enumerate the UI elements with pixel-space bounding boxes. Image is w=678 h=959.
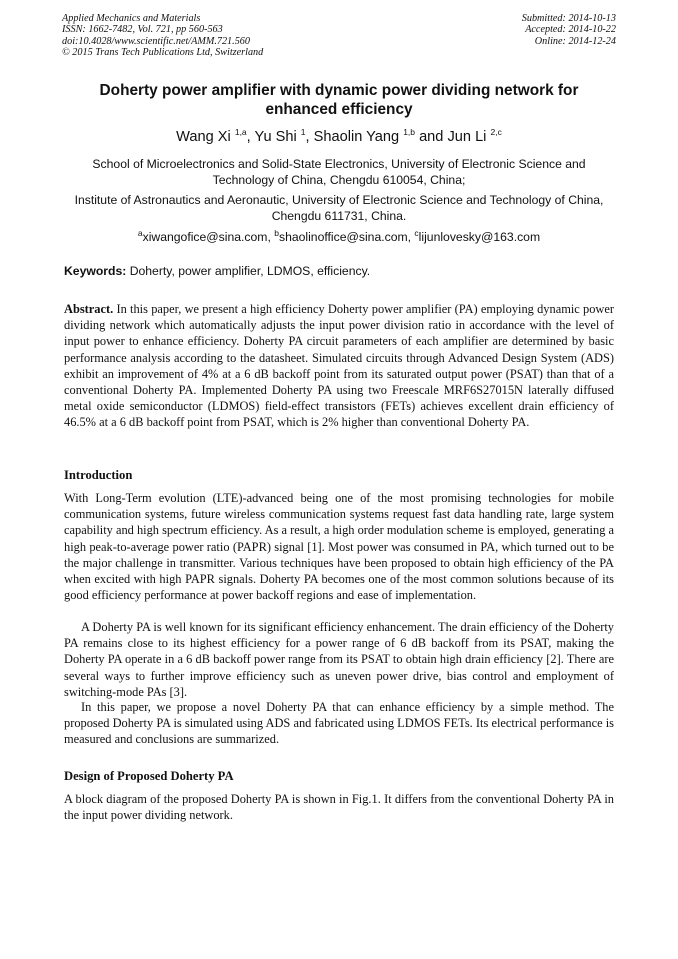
journal-name: Applied Mechanics and Materials — [62, 13, 201, 24]
affiliation-1-line-2: Technology of China, Chengdu 610054, China; — [212, 173, 466, 187]
email-address: xiwangofice@sina.com — [142, 230, 268, 244]
online-date: Online: 2014-12-24 — [534, 35, 616, 47]
submitted-date: Submitted: 2014-10-13 — [521, 13, 616, 24]
author — [447, 129, 501, 145]
introduction-heading: Introduction — [64, 468, 133, 482]
keywords-label: Keywords: — [64, 264, 127, 278]
publication-dates — [416, 13, 616, 47]
author — [314, 129, 448, 145]
author-emails — [62, 229, 616, 245]
introduction-paragraph-2: A Doherty PA is well known for its significant efficiency enhancement. The drain efficiency of the Doherty PA remains close to its highest efficiency for a power range of 6 dB backoff from its PSAT, making the Doherty PA operate in a 6 dB backoff power range from its PSAT to obtain high drain efficiency [2]. There are several ways to further improve efficiency such as uneven power drive, bias control and employment of switching-mode PAs [3]. — [64, 620, 614, 699]
design-paragraph-1: A block diagram of the proposed Doherty PA is shown in Fig.1. It differs from the conventional Doherty PA in the input power dividing network. — [64, 792, 614, 823]
accepted-date: Accepted: 2014-10-22 — [525, 24, 616, 36]
author-name: Jun Li — [447, 129, 487, 145]
author-affiliation-mark: 1 — [300, 127, 306, 138]
title-line-1: Doherty power amplifier with dynamic power dividing network for — [99, 82, 579, 99]
author-list — [62, 128, 616, 146]
affiliation-1 — [62, 156, 616, 188]
email-mark: b — [274, 227, 279, 238]
author-separator: and — [415, 129, 448, 145]
abstract-label: Abstract. — [64, 302, 114, 316]
title-line-2: enhanced efficiency — [265, 101, 413, 118]
email-mark: c — [414, 227, 419, 238]
email-address: lijunlovesky@163.com — [418, 230, 541, 244]
issn: ISSN: 1662-7482, Vol. 721, pp 560-563 — [62, 24, 223, 36]
affiliation-2 — [62, 192, 616, 224]
email-separator: , — [267, 230, 275, 244]
author-name: Yu Shi — [254, 129, 297, 145]
author — [255, 129, 314, 145]
author-name: Wang Xi — [176, 129, 231, 145]
copyright: © 2015 Trans Tech Publications Ltd, Switzerland — [62, 47, 264, 59]
publication-info — [62, 13, 422, 59]
keywords-text: Doherty, power amplifier, LDMOS, efficiency. — [126, 264, 371, 278]
abstract — [64, 301, 614, 431]
author-separator: , — [305, 129, 314, 145]
introduction-paragraph-3: In this paper, we propose a novel Doherty PA that can enhance efficiency by a simple method. The proposed Doherty PA is simulated using ADS and fabricated using LDMOS FETs. Its electrical performance is measured and conclusions are summarized. — [64, 700, 614, 747]
design-heading: Design of Proposed Doherty PA — [64, 769, 234, 783]
paper-title — [62, 81, 616, 119]
introduction-paragraph-1: With Long-Term evolution (LTE)-advanced being one of the most promising technologies for mobile communication systems, future wireless communication systems request fast data handling rate, large system capability and high spectrum efficiency. As a result, a high order modulation scheme is employed, generating a high peak-to-average power ratio (PAPR) signal [1]. Most power was consumed in PA, which turned out to be the major challenge in transmitter. Various techniques have been proposed to obtain high efficiency of the PA when excited with high PAPR signals. Doherty PA becomes one of the most common solutions because of its good efficiency performance at power backoff regions and ease of implementation. — [64, 491, 614, 603]
author-affiliation-mark: 1,b — [403, 127, 416, 138]
author-affiliation-mark: 2,c — [490, 127, 502, 138]
affiliation-1-line-1: School of Microelectronics and Solid-State Electronics, University of Electronic Science and — [92, 157, 586, 171]
email-mark: a — [137, 227, 143, 238]
doi: doi:10.4028/www.scientific.net/AMM.721.560 — [62, 35, 250, 47]
abstract-text: In this paper, we present a high efficiency Doherty power amplifier (PA) employing dynamic power dividing network which automatically adjusts the input power division ratio in accordance with the level of input power to enhance efficiency. Doherty PA circuit parameters of each amplifier are determined by basic performance analysis according to the datasheet. Simulated circuits through Advanced Design System (ADS) exhibit an improvement of 4% at a 6 dB backoff point from its saturated output power (PSAT) than that of a conventional Doherty PA. Implemented Doherty PA using two Freescale MRF6S27015N laterally diffused metal oxide semiconductor (LDMOS) field-effect transistors (FETs) achieves excellent drain efficiency of 46.5% at a 6 dB backoff point from PSAT, which is 2% higher than conventional Doherty PA. — [64, 302, 614, 430]
keywords — [64, 263, 616, 279]
author-affiliation-mark: 1,a — [234, 127, 247, 138]
affiliation-2-line-1: Institute of Astronautics and Aeronautic, University of Electronic Science and Technology of China, — [74, 193, 604, 207]
email-address: shaolinoffice@sina.com — [278, 230, 408, 244]
author — [176, 129, 254, 145]
author-separator: , — [246, 129, 255, 145]
affiliation-2-line-2: Chengdu 611731, China. — [271, 209, 407, 223]
author-name: Shaolin Yang — [313, 129, 400, 145]
email-separator: , — [407, 230, 415, 244]
